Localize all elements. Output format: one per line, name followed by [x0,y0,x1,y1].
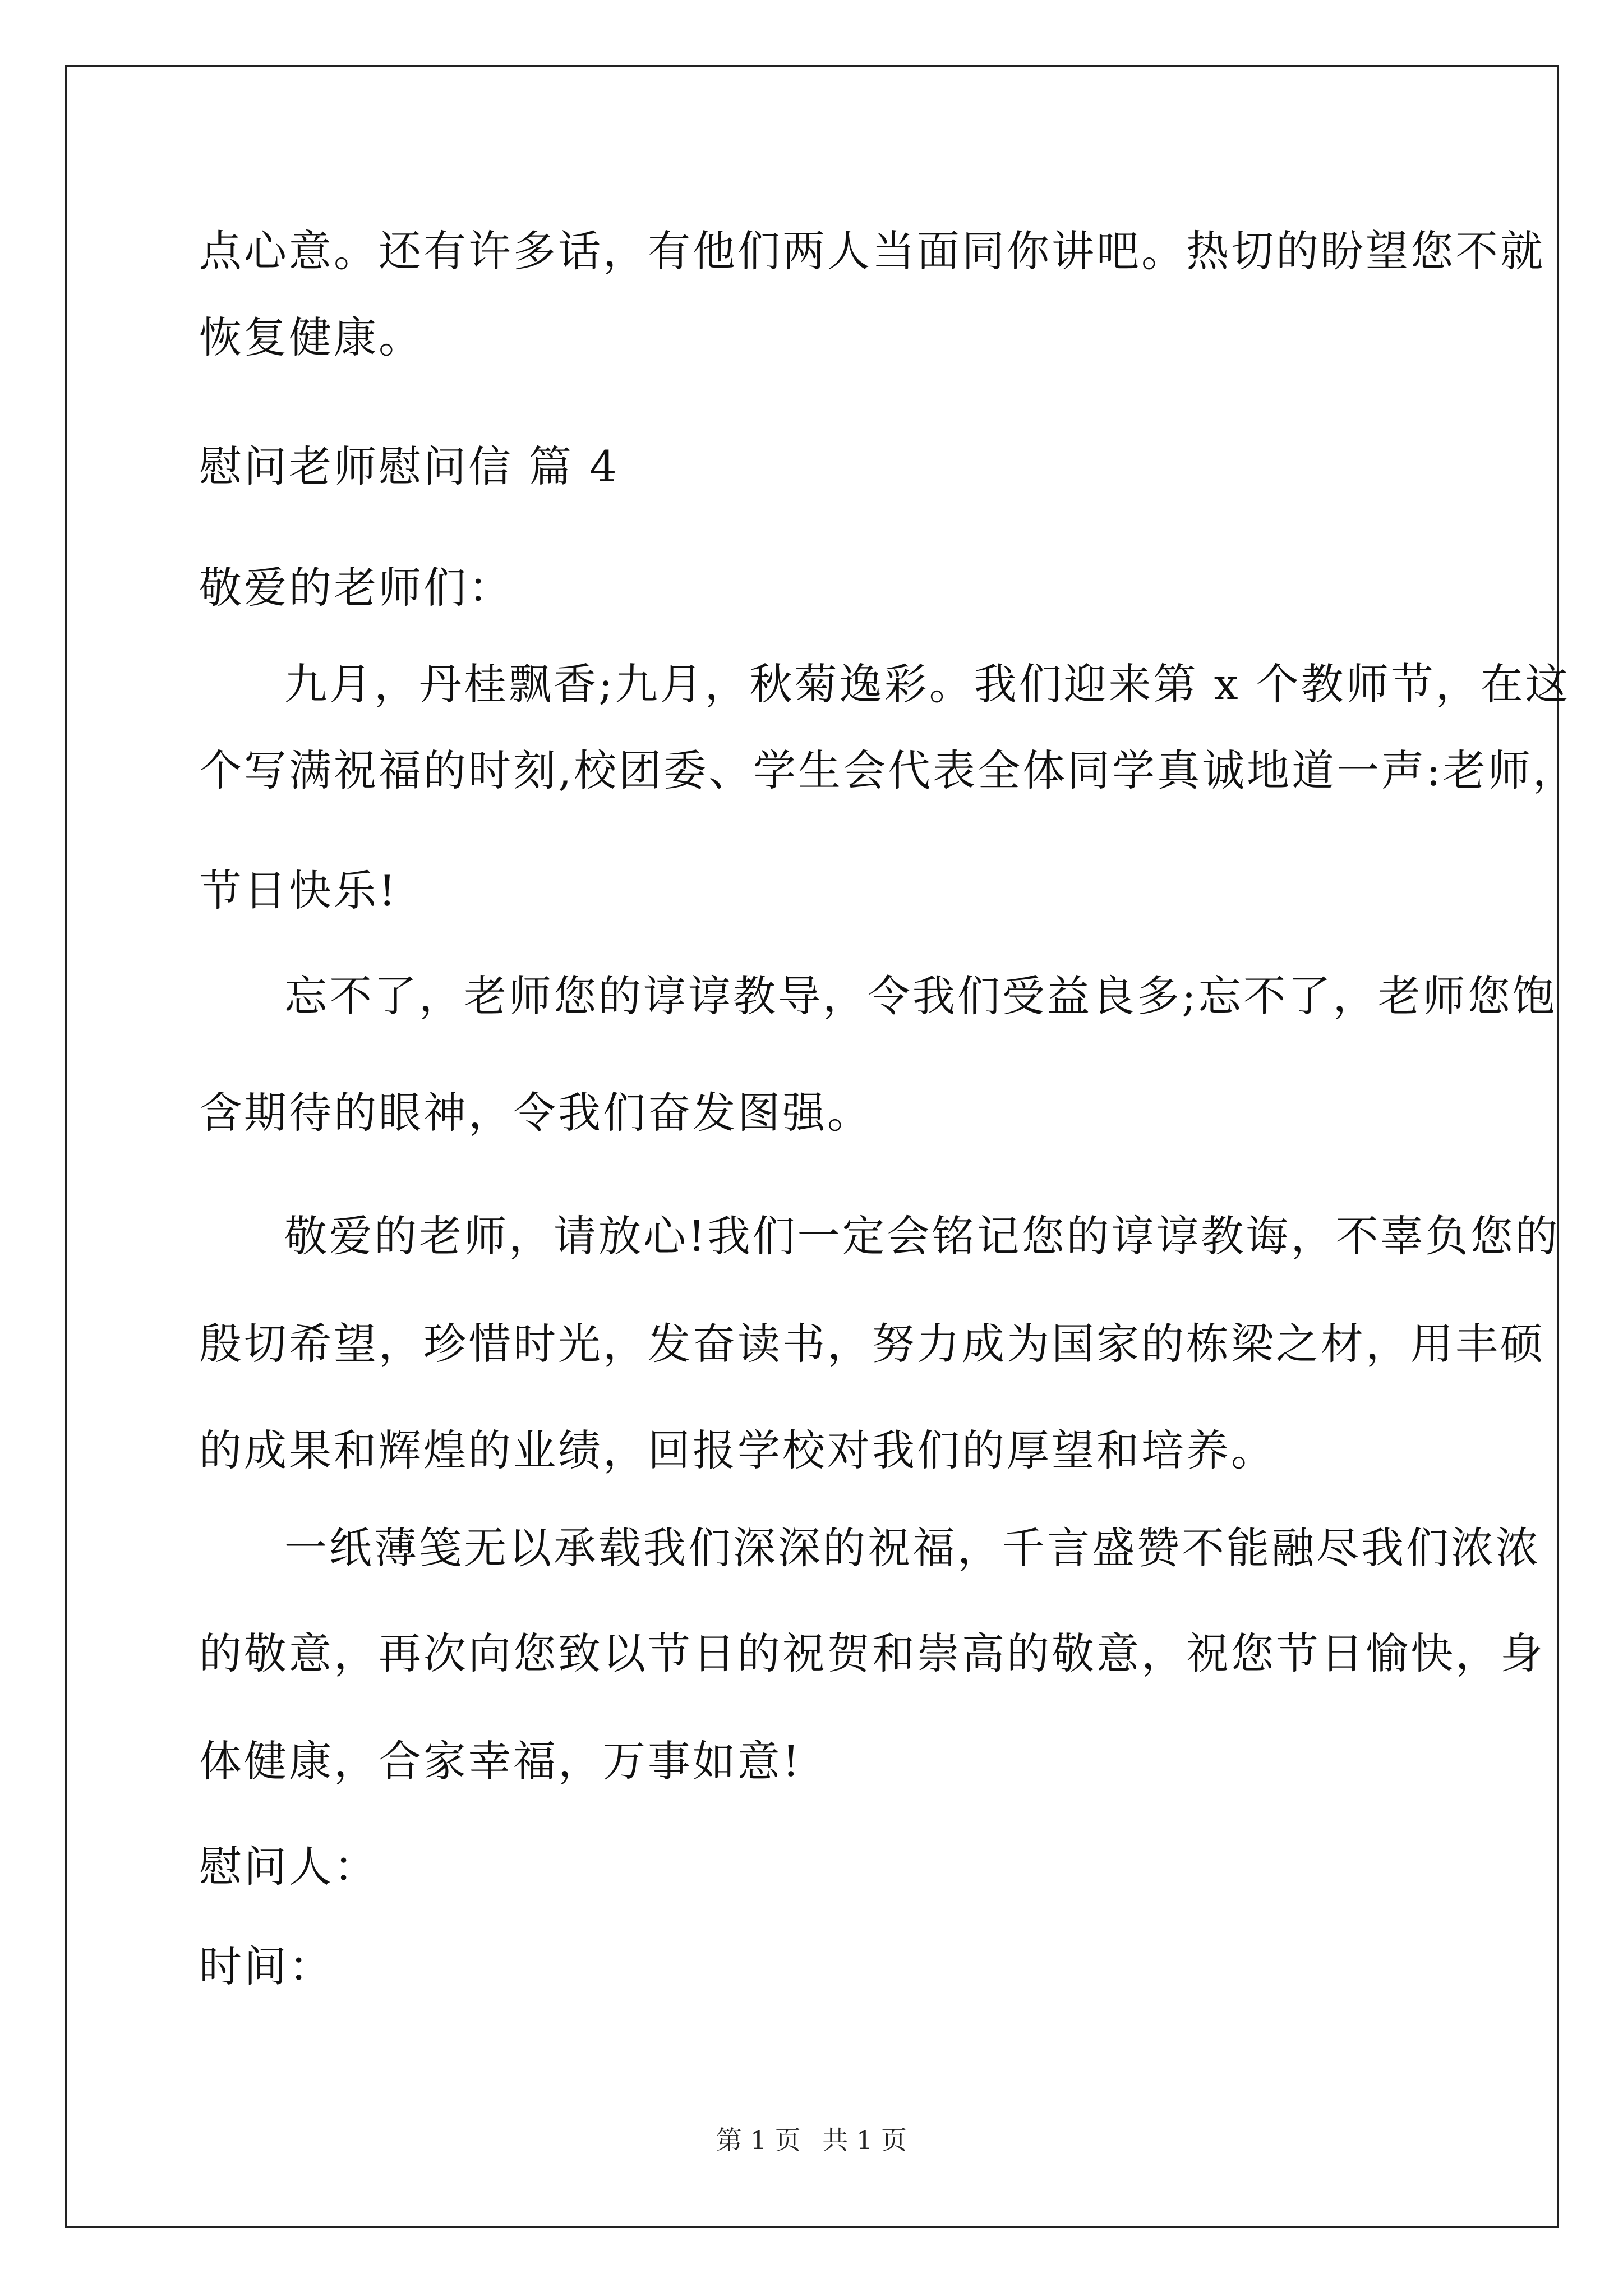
text-line: 点心意。还有许多话，有他们两人当面同你讲吧。热切的盼望您不就 [199,226,1545,276]
sender-label: 慰问人： [199,1842,379,1892]
section-heading: 慰问老师慰问信 篇 4 [199,441,619,491]
date-label: 时间： [199,1941,334,1991]
text-line: 体健康，合家幸福，万事如意! [199,1736,802,1786]
page-number: 第 1 页 [716,2125,801,2155]
text-line: 个写满祝福的时刻,校团委、学生会代表全体同学真诚地道一声:老师， [199,746,1578,795]
text-line: 的成果和辉煌的业绩，回报学校对我们的厚望和培养。 [199,1425,1276,1475]
page-footer [0,2127,1623,2153]
salutation: 敬爱的老师们： [199,563,513,613]
text-line: 殷切希望，珍惜时光，发奋读书，努力成为国家的栋梁之材，用丰硕 [199,1319,1545,1369]
text-line: 含期待的眼神，令我们奋发图强。 [199,1088,872,1138]
text-line: 敬爱的老师，请放心!我们一定会铭记您的谆谆教诲，不辜负您的 [284,1211,1560,1261]
page-border [65,65,1559,2228]
text-line: 一纸薄笺无以承载我们深深的祝福，千言盛赞不能融尽我们浓浓 [284,1523,1541,1573]
text-line: 节日快乐! [199,866,398,915]
text-line: 九月，丹桂飘香;九月，秋菊逸彩。我们迎来第 x 个教师节，在这 [284,659,1570,709]
page-total: 共 1 页 [822,2125,907,2155]
text-line: 的敬意，再次向您致以节日的祝贺和崇高的敬意，祝您节日愉快，身 [199,1628,1545,1678]
text-line: 忘不了，老师您的谆谆教导，令我们受益良多;忘不了，老师您饱 [284,971,1557,1021]
text-line: 恢复健康。 [199,312,423,362]
